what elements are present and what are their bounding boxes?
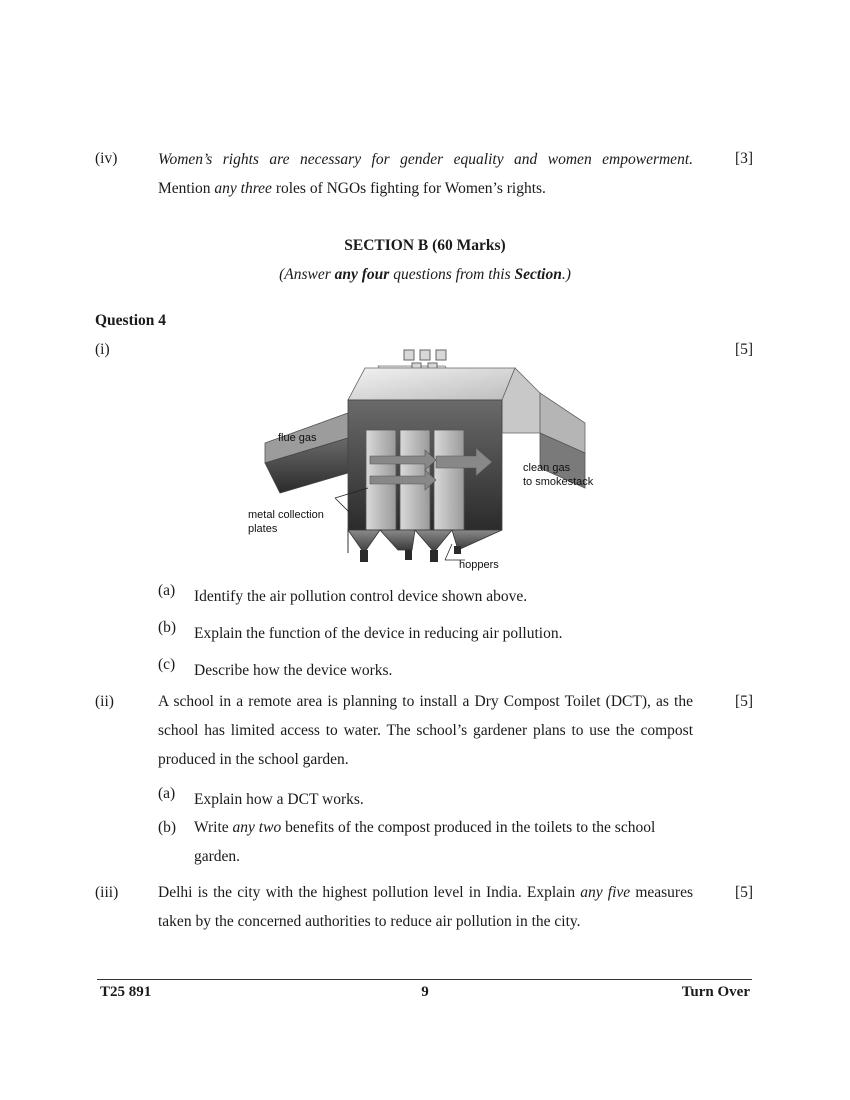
q3-iv-mention-pre: Mention bbox=[158, 180, 215, 197]
q4-i-c-text: Describe how the device works. bbox=[194, 662, 393, 679]
section-instruction: (Answer any four questions from this Section.) bbox=[279, 266, 571, 283]
label-metal-collection: metal collection bbox=[248, 509, 324, 521]
q3-iv-text bbox=[158, 145, 693, 203]
q4-ii-b-text: Write any two benefits of the compost produced in the toilets to the school garden. bbox=[194, 819, 656, 865]
q4-ii-marks: [5] bbox=[735, 693, 754, 710]
label-flue-gas: flue gas bbox=[278, 432, 317, 444]
q3-iv-number: (iv) bbox=[95, 150, 118, 167]
q4-i-a-text: Identify the air pollution control device shown above. bbox=[194, 588, 528, 605]
q4-iii-marks: [5] bbox=[735, 884, 754, 901]
q4-i-marks: [5] bbox=[735, 341, 754, 358]
q4-iii-text: Delhi is the city with the highest pollution level in India. Explain any five measures taken by the concerned authorities to reduce air pollution in the city. bbox=[158, 884, 694, 930]
q4-i-b-label: (b) bbox=[158, 619, 177, 636]
label-to-smokestack: to smokestack bbox=[523, 476, 594, 488]
footer-turn-over: Turn Over bbox=[681, 984, 750, 1000]
q3-iv-mention-post: roles of NGOs fighting for Women’s rights. bbox=[271, 180, 546, 197]
question-4-title: Question 4 bbox=[95, 312, 167, 329]
hoppers-group bbox=[348, 530, 502, 562]
q4-ii-a-label: (a) bbox=[158, 785, 176, 802]
housing-roof bbox=[348, 368, 515, 400]
collection-plate bbox=[434, 430, 464, 530]
q3-iv-mention-italic: any three bbox=[214, 180, 272, 197]
q4-i-a-label: (a) bbox=[158, 582, 176, 599]
q4-ii-number: (ii) bbox=[95, 693, 114, 710]
label-plates: plates bbox=[248, 523, 278, 535]
q4-ii-b-label: (b) bbox=[158, 819, 177, 836]
q4-iii-number: (iii) bbox=[95, 884, 119, 901]
q4-i-number: (i) bbox=[95, 341, 110, 358]
label-clean-gas: clean gas bbox=[523, 462, 571, 474]
footer-paper-code: T25 891 bbox=[100, 984, 152, 1000]
q4-ii-a-text: Explain how a DCT works. bbox=[194, 791, 364, 808]
q3-iv-italic-statement: Women’s rights are necessary for gender equality and women empowerment. bbox=[158, 151, 693, 168]
label-hoppers: hoppers bbox=[459, 559, 499, 571]
precipitator-diagram bbox=[240, 338, 620, 578]
q4-i-b-text: Explain the function of the device in reducing air pollution. bbox=[194, 625, 563, 642]
q4-ii-text: A school in a remote area is planning to install a Dry Compost Toilet (DCT), as the school has limited access to water. The school’s gardener plans to use the compost produced in the school garden. bbox=[158, 693, 693, 768]
section-title: SECTION B (60 Marks) bbox=[344, 237, 506, 254]
q4-i-c-label: (c) bbox=[158, 656, 176, 673]
q3-iv-marks: [3] bbox=[735, 150, 754, 167]
footer-page-number: 9 bbox=[421, 984, 429, 1000]
footer-rule bbox=[97, 979, 752, 980]
